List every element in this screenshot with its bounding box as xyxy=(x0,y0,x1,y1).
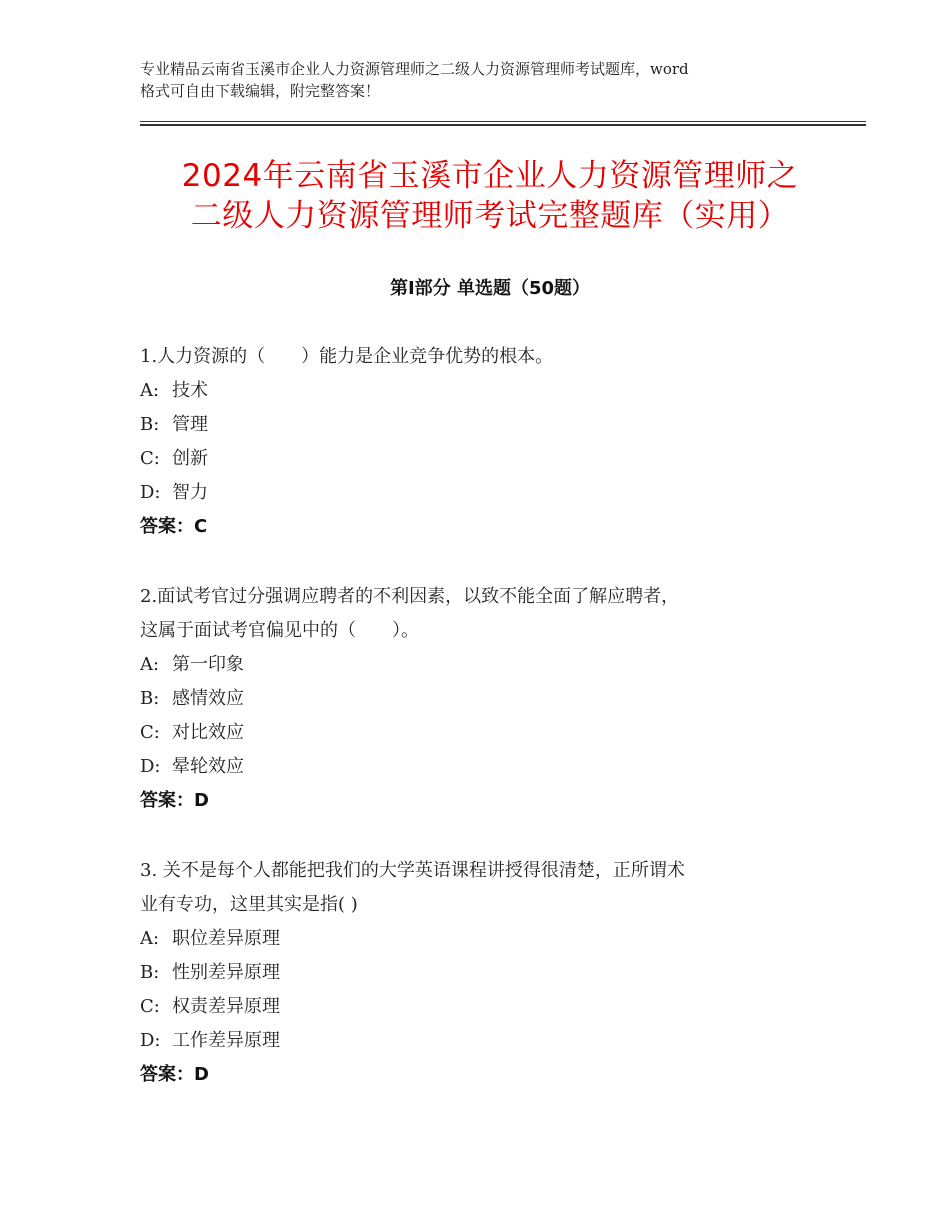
option-a xyxy=(140,922,860,956)
option-text: 技术 xyxy=(172,380,208,401)
option-c xyxy=(140,990,860,1024)
answer-label: 答案：C xyxy=(140,516,208,537)
option-letter: D: xyxy=(140,482,161,503)
question-1 xyxy=(140,340,860,544)
header-line-1: 专业精品云南省玉溪市企业人力资源管理师之二级人力资源管理师考试题库，word xyxy=(140,60,689,78)
option-text: 性别差异原理 xyxy=(172,962,280,983)
option-text: 第一印象 xyxy=(172,654,244,675)
option-letter: B: xyxy=(140,688,160,709)
option-b xyxy=(140,956,860,990)
option-letter: A: xyxy=(140,654,160,675)
option-letter: B: xyxy=(140,414,160,435)
option-letter: C: xyxy=(140,448,160,469)
option-c xyxy=(140,716,860,750)
title-line-1: 2024年云南省玉溪市企业人力资源管理师之 xyxy=(181,158,799,194)
question-3 xyxy=(140,854,860,1092)
header-divider-thin xyxy=(140,121,866,122)
header-line-2: 格式可自由下载编辑，附完整答案！ xyxy=(140,82,381,100)
question-stem-line-1: 2.面试考官过分强调应聘者的不利因素，以致不能全面了解应聘者， xyxy=(140,586,680,607)
question-stem-line-2: 业有专功，这里其实是指( ) xyxy=(140,894,358,915)
option-text: 感情效应 xyxy=(172,688,244,709)
option-letter: C: xyxy=(140,722,160,743)
section-heading: 第Ⅰ部分 单选题（50题） xyxy=(389,278,590,299)
option-text: 晕轮效应 xyxy=(172,756,244,777)
option-letter: A: xyxy=(140,380,160,401)
option-a xyxy=(140,374,860,408)
option-text: 智力 xyxy=(172,482,208,503)
option-letter: D: xyxy=(140,1030,161,1051)
answer-label: 答案：D xyxy=(140,1064,209,1085)
document-header-note xyxy=(140,58,840,102)
option-a xyxy=(140,648,860,682)
option-letter: A: xyxy=(140,928,160,949)
question-2 xyxy=(140,580,860,818)
option-letter: D: xyxy=(140,756,161,777)
option-c xyxy=(140,442,860,476)
document-title xyxy=(140,156,840,236)
answer-label: 答案：D xyxy=(140,790,209,811)
question-stem: 1.人力资源的（ ）能力是企业竞争优势的根本。 xyxy=(140,346,554,367)
option-text: 工作差异原理 xyxy=(172,1030,280,1051)
option-text: 职位差异原理 xyxy=(172,928,280,949)
option-text: 权责差异原理 xyxy=(172,996,280,1017)
option-letter: B: xyxy=(140,962,160,983)
option-letter: C: xyxy=(140,996,160,1017)
title-line-2: 二级人力资源管理师考试完整题库（实用） xyxy=(190,198,790,234)
option-d xyxy=(140,750,860,784)
question-stem-line-1: 3. 关不是每个人都能把我们的大学英语课程讲授得很清楚，正所谓术 xyxy=(140,860,685,881)
option-b xyxy=(140,682,860,716)
question-stem-line-2: 这属于面试考官偏见中的（ ）。 xyxy=(140,620,419,641)
option-text: 创新 xyxy=(172,448,208,469)
header-divider-thick xyxy=(140,124,866,126)
option-b xyxy=(140,408,860,442)
option-text: 对比效应 xyxy=(172,722,244,743)
option-d xyxy=(140,1024,860,1058)
option-d xyxy=(140,476,860,510)
option-text: 管理 xyxy=(172,414,208,435)
